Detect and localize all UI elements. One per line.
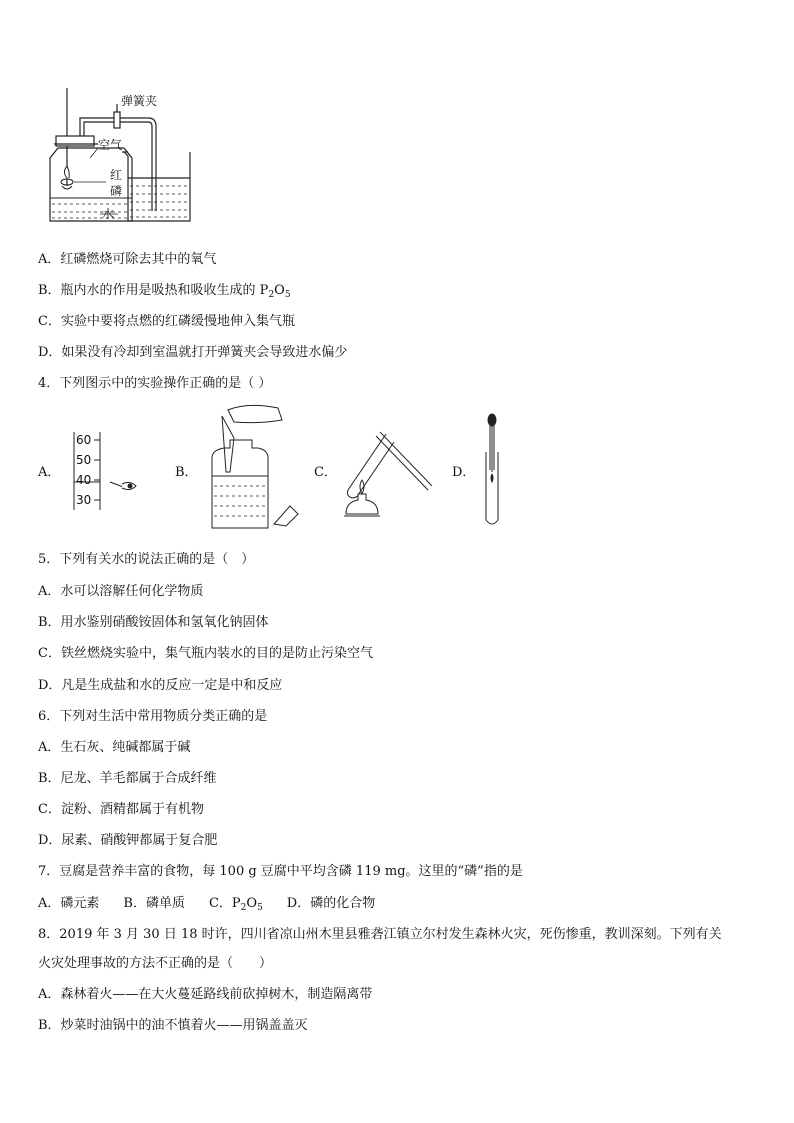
label-air: 空气 xyxy=(98,138,123,152)
q5-option-d: D．凡是生成盐和水的反应一定是中和反应 xyxy=(38,678,283,693)
q5-option-c: C．铁丝燃烧实验中，集气瓶内装水的目的是防止污染空气 xyxy=(38,646,373,661)
tick-50: 50 xyxy=(76,453,92,467)
q6-option-a: A．生石灰、纯碱都属于碱 xyxy=(38,740,191,755)
q6-option-b: B．尼龙、羊毛都属于合成纤维 xyxy=(38,771,217,786)
q3-option-c: C．实验中要将点燃的红磷缓慢地伸入集气瓶 xyxy=(38,314,295,329)
label-phos: 磷 xyxy=(110,184,123,198)
q7-options xyxy=(38,896,375,916)
q3-option-d: D．如果没有冷却到室温就打开弹簧夹会导致进水偏少 xyxy=(38,345,348,360)
tick-60: 60 xyxy=(76,433,92,447)
q4-label-b: B． xyxy=(175,465,198,480)
label-water: 水 xyxy=(102,207,115,221)
q8-option-b: B．炒菜时油锅中的油不慎着火——用锅盖盖灭 xyxy=(38,1018,308,1033)
tick-30: 30 xyxy=(76,493,92,507)
label-red: 红 xyxy=(110,168,123,182)
q3-option-b: B．瓶内水的作用是吸热和吸收生成的 $P_2O_5$ xyxy=(38,283,291,300)
q7-option-d: D．磷的化合物 xyxy=(286,896,376,911)
q5-option-b: B．用水鉴别硝酸铵固体和氢氧化钠固体 xyxy=(38,615,269,630)
q5-option-a: A．水可以溶解任何化学物质 xyxy=(38,584,204,599)
q4-label-d: D． xyxy=(452,465,476,480)
q7-option-c: C．$P_2O_5$ xyxy=(208,896,263,913)
q6-option-d: D．尿素、硝酸钾都属于复合肥 xyxy=(38,833,218,848)
q3-option-a: A．红磷燃烧可除去其中的氧气 xyxy=(38,252,217,267)
q4-stem: 4．下列图示中的实验操作正确的是（ ） xyxy=(38,376,272,391)
q4-label-c: C． xyxy=(314,465,337,480)
q7-option-b: B．磷单质 xyxy=(123,896,185,911)
heating-tube-figure xyxy=(336,428,436,528)
q4-label-a: A． xyxy=(38,465,61,480)
tick-40: 40 xyxy=(76,473,92,487)
q8-stem-line2: 火灾处理事故的方法不正确的是（ ） xyxy=(38,956,273,971)
q7-option-a: A．磷元素 xyxy=(38,896,100,911)
pouring-liquid-figure xyxy=(198,402,308,532)
q6-option-c: C．淀粉、酒精都属于有机物 xyxy=(38,802,204,817)
q6-stem: 6．下列对生活中常用物质分类正确的是 xyxy=(38,709,268,724)
q5-stem: 5．下列有关水的说法正确的是（ ） xyxy=(38,552,255,567)
q7-stem: 7．豆腐是营养丰富的食物，每 100 g 豆腐中平均含磷 119 mg。这里的“磷”指的是 xyxy=(38,864,523,879)
label-clip: 弹簧夹 xyxy=(121,94,158,108)
dropper-figure xyxy=(480,412,504,530)
q8-stem-line1: 8．2019 年 3 月 30 日 18 时许，四川省凉山州木里县雅砻江镇立尔村发生森林火灾，死伤惨重，教训深刻。下列有关 xyxy=(38,927,722,942)
q8-option-a: A．森林着火——在大火蔓延路线前砍掉树木，制造隔离带 xyxy=(38,987,373,1002)
